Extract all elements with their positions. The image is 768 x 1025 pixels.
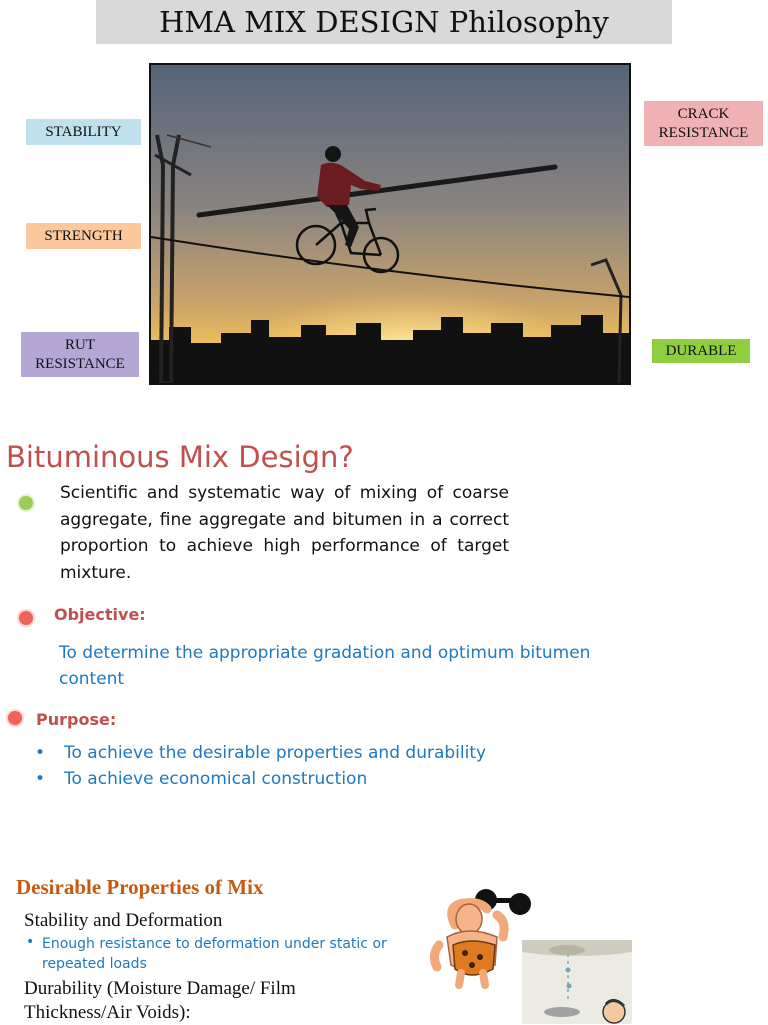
water-leak-icon: [522, 940, 632, 1024]
tag-rut-resistance: [21, 332, 139, 377]
purpose-bullet-marker: •: [35, 769, 46, 789]
tag-rut-line2: RESISTANCE: [35, 355, 125, 372]
objective-label: Objective:: [54, 605, 146, 624]
tag-strength-label: STRENGTH: [44, 227, 123, 244]
tag-rut-line1: RUT: [65, 336, 95, 353]
green-bullet-icon: [19, 496, 33, 510]
tag-durable-label: DURABLE: [665, 342, 737, 359]
cyclist-on-tightrope-photo: [149, 63, 631, 385]
tag-stability-label: STABILITY: [45, 123, 122, 140]
tag-stability: [26, 119, 141, 145]
objective-text: To determine the appropriate gradation and optimum bitumen content: [59, 643, 591, 689]
definition-text: Scientific and systematic way of mixing of coarse aggregate, fine aggregate and bitumen in a correct proportion to achieve high performance of target mixture.: [60, 483, 509, 583]
tag-durable: [652, 339, 750, 363]
properties-heading: Desirable Properties of Mix: [16, 875, 264, 899]
section-heading: Bituminous Mix Design?: [6, 440, 354, 474]
purpose-label: Purpose:: [36, 710, 117, 729]
stability-title: Stability and Deformation: [24, 910, 223, 931]
page-title: HMA MIX DESIGN Philosophy: [96, 0, 672, 44]
durability-title: Durability (Moisture Damage/ Film Thickness/Air Voids):: [24, 978, 296, 1023]
red-bullet-icon: [19, 611, 33, 625]
purpose-bullet-marker: •: [35, 743, 46, 763]
purpose-item: To achieve economical construction: [64, 769, 368, 789]
purpose-item: To achieve the desirable properties and durability: [64, 743, 487, 763]
stability-bullet-marker: •: [26, 934, 35, 950]
photo-illustration: [151, 65, 629, 383]
tag-strength: [26, 223, 141, 249]
strongman-dumbbell-icon: [425, 885, 535, 990]
stability-bullet: Enough resistance to deformation under static or repeated loads: [42, 936, 387, 972]
tag-crack-line1: CRACK: [677, 105, 730, 122]
tag-crack-resistance: [644, 101, 763, 146]
red-bullet-icon: [8, 711, 22, 725]
tag-crack-line2: RESISTANCE: [658, 124, 749, 141]
